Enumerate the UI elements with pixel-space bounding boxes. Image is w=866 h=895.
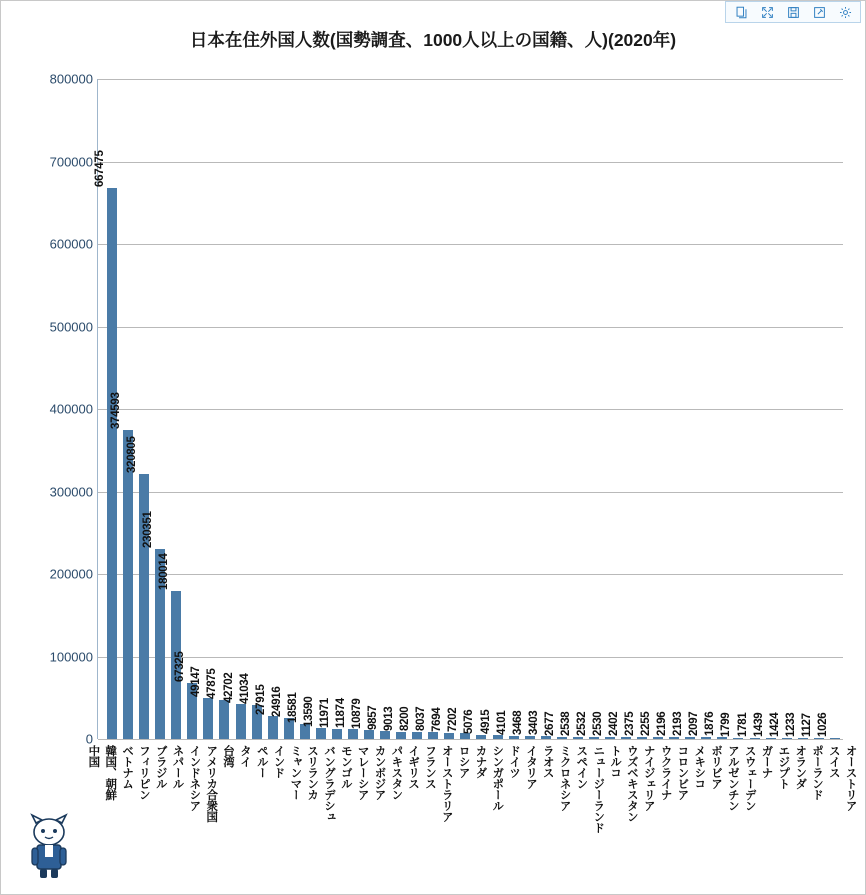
bar[interactable] <box>94 150 117 739</box>
x-tick-label: アルゼンチン <box>726 745 739 811</box>
bar-value-label: 1799 <box>720 712 733 737</box>
bar-value-label: 1424 <box>768 712 781 737</box>
bar-value-label: 374593 <box>110 392 123 429</box>
bar-value-label: 2193 <box>672 711 685 737</box>
plot-canvas <box>94 79 843 739</box>
x-tick-label: カンボジア <box>373 745 386 800</box>
bar-value-label: 7202 <box>447 707 460 733</box>
bar-value-label: 4915 <box>479 709 492 734</box>
x-tick-label: モンゴル <box>339 745 352 789</box>
bar-value-label: 1026 <box>816 712 829 737</box>
bar-slot <box>495 79 522 739</box>
bar-slot <box>399 79 425 739</box>
x-tick-label: ネパール <box>171 745 184 789</box>
x-label-slot <box>102 745 119 885</box>
bar-slot <box>591 79 618 739</box>
y-tick-label: 700000 <box>49 154 93 169</box>
x-label-slot <box>236 745 253 885</box>
x-label-slot <box>556 745 573 885</box>
bar-slot <box>575 79 602 739</box>
bar-value-label: 2097 <box>688 711 701 737</box>
bar-slot <box>640 79 666 739</box>
x-tick-label: メキシコ <box>693 745 706 789</box>
bar-value-label: 2538 <box>559 711 572 736</box>
x-tick-label: ポーランド <box>811 745 824 800</box>
x-tick-label: ロシア <box>457 745 470 778</box>
bar-slot <box>334 79 361 739</box>
bar-value-label: 1127 <box>800 713 813 737</box>
bar-slot <box>527 79 554 739</box>
bar-slot <box>206 79 232 739</box>
x-label-slot <box>624 745 641 885</box>
bar-slot <box>704 79 730 739</box>
x-tick-label: 韓国、朝鮮 <box>104 745 117 800</box>
bar-value-label: 9857 <box>367 705 380 730</box>
x-label-slot <box>842 745 859 885</box>
bar[interactable] <box>816 712 840 739</box>
bar-slot <box>270 79 297 739</box>
bar-value-label: 1876 <box>704 712 717 737</box>
x-tick-label: スイス <box>827 745 840 778</box>
x-label-slot <box>506 745 523 885</box>
x-label-slot <box>472 745 489 885</box>
x-label-slot <box>203 745 220 885</box>
plot-area <box>19 71 849 747</box>
x-label-slot <box>186 745 203 885</box>
bar-slot <box>383 79 409 739</box>
x-tick-label: ミャンマー <box>289 745 302 800</box>
x-label-slot <box>792 745 809 885</box>
bar-slot <box>736 79 763 739</box>
bar-slot <box>543 79 570 739</box>
x-axis-labels <box>85 745 859 885</box>
x-label-slot <box>539 745 556 885</box>
y-tick-label: 800000 <box>49 71 93 87</box>
bar-value-label: 42702 <box>222 672 235 703</box>
x-label-slot <box>674 745 691 885</box>
x-label-slot <box>455 745 472 885</box>
x-tick-label: イタリア <box>524 745 537 789</box>
bar-value-label: 180014 <box>158 552 171 590</box>
bar-value-label: 24916 <box>270 686 283 718</box>
x-label-slot <box>169 745 186 885</box>
bar-slot <box>174 79 200 739</box>
x-tick-label: スリランカ <box>306 745 319 800</box>
x-tick-label: スウェーデン <box>743 745 756 811</box>
bar-slot <box>415 79 441 739</box>
bar-slot <box>608 79 634 739</box>
x-tick-label: エジプト <box>777 745 790 789</box>
bar-value-label: 49147 <box>190 666 203 698</box>
bar-slot <box>624 79 650 739</box>
x-label-slot <box>119 745 136 885</box>
y-tick-label: 100000 <box>49 649 93 664</box>
bar-value-label: 2255 <box>640 711 653 737</box>
bar-slot <box>238 79 265 739</box>
x-label-slot <box>135 745 152 885</box>
x-label-slot <box>85 745 102 885</box>
x-label-slot <box>741 745 758 885</box>
x-label-slot <box>825 745 842 885</box>
bar-value-label: 8200 <box>399 706 412 732</box>
bar-slot <box>431 79 457 739</box>
bar-value-label: 2677 <box>543 711 556 736</box>
bar-value-label: 2375 <box>624 711 637 737</box>
bar-value-label: 2532 <box>575 711 588 736</box>
y-tick-label: 300000 <box>49 484 93 499</box>
x-label-slot <box>422 745 439 885</box>
bar-slot <box>672 79 698 739</box>
chart-toolbar[interactable] <box>725 1 861 23</box>
bar-value-label: 67325 <box>174 651 187 683</box>
bar-value-label: 18581 <box>286 692 299 723</box>
bar-slot <box>222 79 249 739</box>
x-label-slot <box>691 745 708 885</box>
bar-value-label: 320805 <box>126 436 139 474</box>
x-tick-label: オランダ <box>794 745 807 789</box>
y-tick-label: 500000 <box>49 319 93 334</box>
x-label-slot <box>640 745 657 885</box>
x-label-slot <box>657 745 674 885</box>
x-tick-label: タイ <box>238 745 251 767</box>
bar-value-label: 10879 <box>351 698 364 730</box>
x-label-slot <box>253 745 270 885</box>
bar-slot <box>318 79 345 739</box>
bar-value-label: 47875 <box>206 668 219 699</box>
x-tick-label: バングラデシュ <box>323 745 335 822</box>
bar-slot <box>768 79 795 739</box>
bar-slot <box>126 79 152 739</box>
x-tick-label: マレーシア <box>356 745 369 800</box>
bar-slot <box>816 79 843 739</box>
bar-slot <box>784 79 811 739</box>
x-label-slot <box>809 745 826 885</box>
y-tick-label: 400000 <box>49 401 93 417</box>
x-tick-label: オーストリア <box>844 745 857 811</box>
bar-value-label: 41034 <box>238 673 251 705</box>
bar-value-label: 27915 <box>254 684 267 715</box>
bar-value-label: 2196 <box>656 711 669 737</box>
bar-slot <box>447 79 473 739</box>
x-tick-label: 台湾 <box>222 745 235 767</box>
chart-title: 日本在住外国人数(国勢調査、1000人以上の国籍、人)(2020年) <box>189 30 677 50</box>
bar-value-label: 2530 <box>591 711 604 736</box>
x-tick-label: イギリス <box>407 745 420 789</box>
bar-value-label: 1439 <box>752 712 765 737</box>
x-tick-label: ウクライナ <box>659 745 672 800</box>
bar-value-label: 667475 <box>94 150 107 188</box>
edit-icon[interactable] <box>806 2 832 22</box>
x-tick-label: アメリカ合衆国 <box>205 745 218 822</box>
x-tick-label: ペルー <box>255 745 268 778</box>
x-label-slot <box>523 745 540 885</box>
bar-value-label: 230351 <box>142 511 155 548</box>
bar-value-label: 11971 <box>318 698 331 729</box>
bar-slot <box>367 79 393 739</box>
x-tick-label: インドネシア <box>188 745 201 811</box>
bar-slot <box>800 79 827 739</box>
x-tick-label: ボリビア <box>710 745 723 789</box>
x-label-slot <box>388 745 405 885</box>
bar-series <box>94 79 843 739</box>
x-label-slot <box>405 745 422 885</box>
bar-slot <box>286 79 313 739</box>
bar-value-label: 7694 <box>431 707 444 732</box>
x-label-slot <box>354 745 371 885</box>
x-label-slot <box>270 745 287 885</box>
save-icon[interactable] <box>780 2 806 22</box>
bar-slot <box>190 79 216 739</box>
y-tick-label: 600000 <box>49 236 93 252</box>
x-label-slot <box>708 745 725 885</box>
x-tick-label: シンガポール <box>491 745 504 811</box>
x-tick-label: トルコ <box>609 745 622 778</box>
bar-value-label: 2402 <box>608 711 621 737</box>
bar-value-label: 3468 <box>511 710 524 736</box>
bar-slot <box>254 79 281 739</box>
bar-slot <box>656 79 682 739</box>
y-tick-label: 200000 <box>49 566 93 582</box>
bar-slot <box>752 79 779 739</box>
bar-slot <box>463 79 489 739</box>
x-label-slot <box>371 745 388 885</box>
bar-slot <box>302 79 329 739</box>
x-label-slot <box>573 745 590 885</box>
x-tick-label: ブラジル <box>154 745 167 789</box>
mascot-illustration <box>19 812 79 882</box>
x-tick-label: パキスタン <box>390 745 403 800</box>
bar-value-label: 11874 <box>334 698 347 729</box>
x-tick-label: フランス <box>423 745 436 789</box>
x-tick-label: オーストラリア <box>440 745 453 822</box>
bar-value-label: 1233 <box>784 712 797 737</box>
bar-slot <box>688 79 714 739</box>
x-label-slot <box>337 745 354 885</box>
x-label-slot <box>590 745 607 885</box>
bar-slot <box>110 79 136 739</box>
x-tick-label: 中国 <box>87 745 100 767</box>
x-label-slot <box>775 745 792 885</box>
bar-slot <box>559 79 586 739</box>
x-tick-label: ニュージーランド <box>592 745 605 833</box>
bar-slot <box>142 79 168 739</box>
x-label-slot <box>607 745 624 885</box>
x-tick-label: ウズベキスタン <box>625 745 638 822</box>
copy-icon[interactable] <box>728 2 754 22</box>
x-tick-label: ラオス <box>541 745 554 778</box>
x-tick-label: スペイン <box>575 745 588 789</box>
x-label-slot <box>438 745 455 885</box>
y-tick-label: 0 <box>85 731 93 747</box>
x-tick-label: ガーナ <box>760 745 773 778</box>
bar-value-label: 13590 <box>302 696 315 727</box>
x-tick-label: コロンビア <box>676 745 689 800</box>
bar-value-label: 1781 <box>736 712 749 737</box>
x-tick-label: インド <box>272 745 285 778</box>
x-tick-label: ミクロネシア <box>558 745 571 811</box>
x-label-slot <box>152 745 169 885</box>
x-label-slot <box>304 745 321 885</box>
x-label-slot <box>321 745 338 885</box>
bar-value-label: 4101 <box>495 710 508 735</box>
x-label-slot <box>489 745 506 885</box>
settings-icon[interactable] <box>832 2 858 22</box>
bar-value-label: 5076 <box>463 709 476 734</box>
x-tick-label: ベトナム <box>121 745 134 789</box>
x-label-slot <box>758 745 775 885</box>
x-label-slot <box>287 745 304 885</box>
x-tick-label: ナイジェリア <box>642 745 655 811</box>
x-label-slot <box>724 745 741 885</box>
bar-slot <box>158 79 184 739</box>
bar-slot <box>511 79 538 739</box>
fullscreen-icon[interactable] <box>754 2 780 22</box>
x-tick-label: ドイツ <box>508 745 521 778</box>
bar-value-label: 3403 <box>527 710 540 736</box>
bar-slot <box>720 79 746 739</box>
bar-value-label: 8037 <box>415 706 428 732</box>
x-tick-label: フィリピン <box>137 745 150 800</box>
bar-value-label: 9013 <box>383 706 396 731</box>
x-label-slot <box>220 745 237 885</box>
bar-slot <box>351 79 377 739</box>
bar-slot <box>479 79 506 739</box>
x-tick-label: カナダ <box>474 745 487 778</box>
